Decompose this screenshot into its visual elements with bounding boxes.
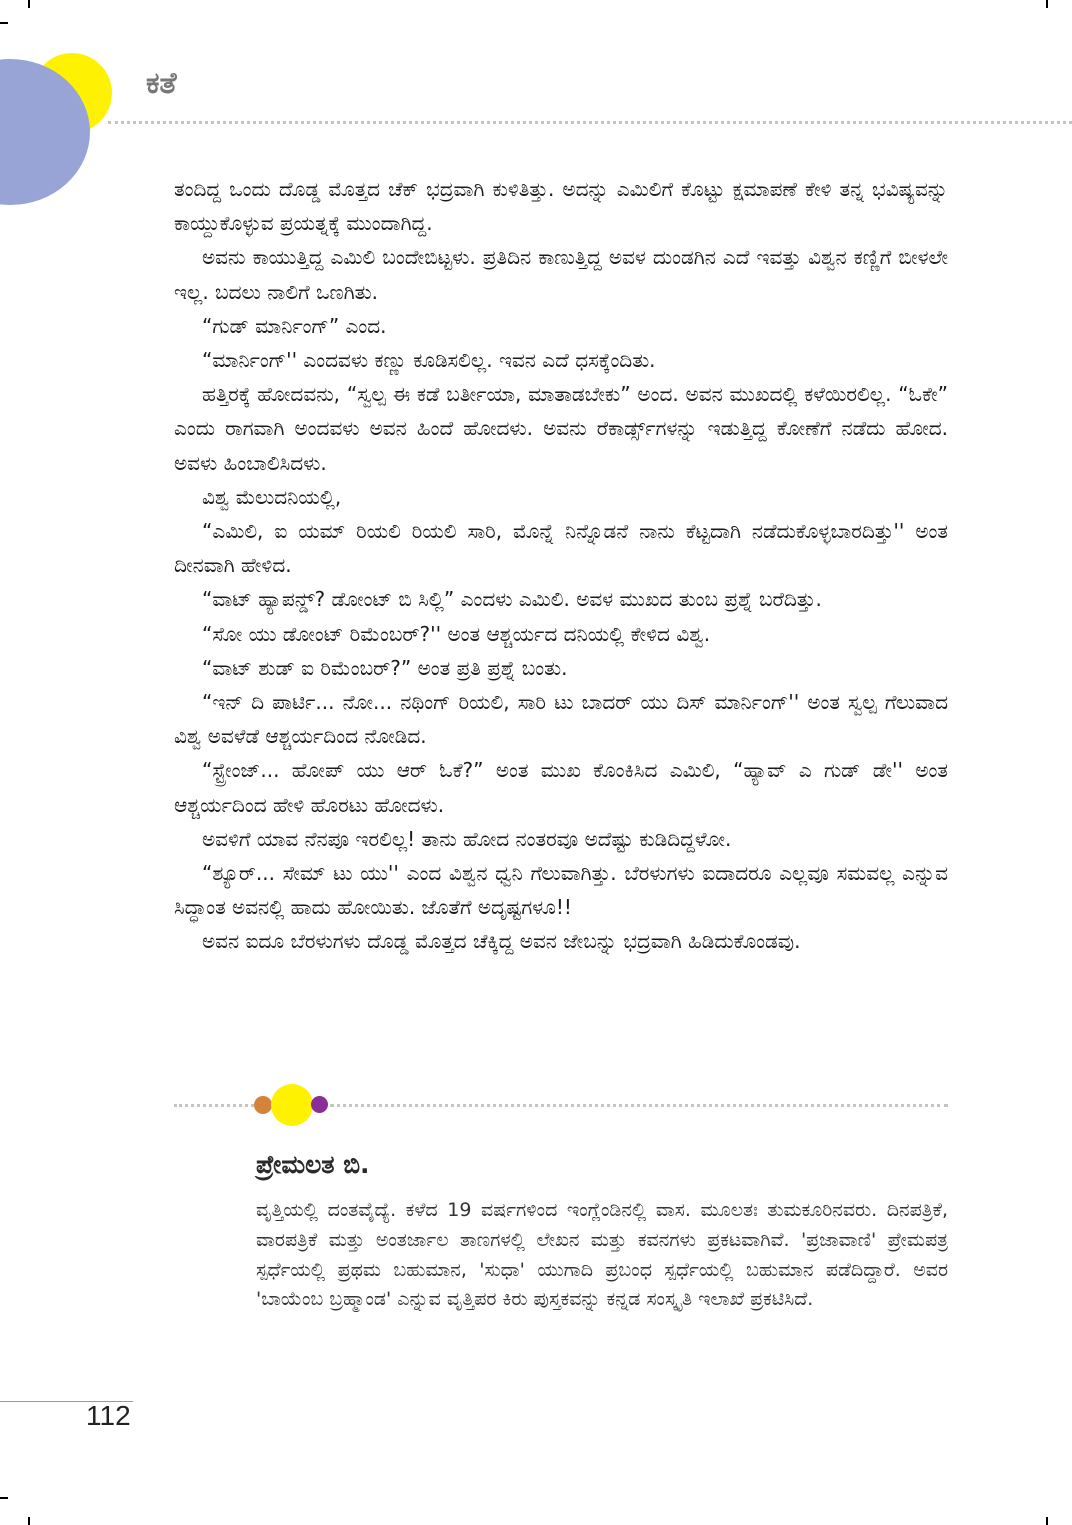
- author-dotted-rule-right: [330, 1104, 948, 1107]
- section-label: ಕತೆ: [146, 66, 177, 101]
- story-paragraph: “ಇನ್ ದಿ ಪಾರ್ಟಿ... ನೋ... ನಥಿಂಗ್ ರಿಯಲಿ, ಸಾರಿ ಟು ಬಾದರ್ ಯು ದಿಸ್ ಮಾರ್ನಿಂಗ್'' ಅಂತ ಸ್ವಲ್ಪ ಗೆಲುವಾದ ವಿಶ್ವ ಅವಳೆಡೆ ಆಶ್ಚರ್ಯದಿಂದ ನೋಡಿದ.: [174, 690, 948, 749]
- story-paragraph: “ಸೋ ಯು ಡೋಂಟ್ ರಿಮೆಂಬರ್?'' ಅಂತ ಆಶ್ಚರ್ಯದ ದನಿಯಲ್ಲಿ ಕೇಳಿದ ವಿಶ್ವ.: [202, 621, 711, 646]
- crop-mark: [1046, 1517, 1048, 1525]
- story-paragraph: ಅವನು ಕಾಯುತ್ತಿದ್ದ ಎಮಿಲಿ ಬಂದೇಬಿಟ್ಟಳು. ಪ್ರತಿದಿನ ಕಾಣುತ್ತಿದ್ದ ಅವಳ ದುಂಡಗಿನ ಎದೆ ಇವತ್ತು ವಿಶ್ವನ ಕಣ್ಣಿಗೆ ಬೀಳಲೇ ಇಲ್ಲ. ಬದಲು ನಾಲಿಗೆ ಒಣಗಿತು.: [174, 245, 948, 304]
- story-body: [174, 172, 948, 959]
- story-paragraph: “ಗುಡ್ ಮಾರ್ನಿಂಗ್” ಎಂದ.: [202, 313, 387, 338]
- story-paragraph: “ವಾಟ್ ಶುಡ್ ಐ ರಿಮೆಂಬರ್?” ಅಂತ ಪ್ರತಿ ಪ್ರಶ್ನೆ ಬಂತು.: [202, 655, 568, 680]
- header-dotted-rule: [108, 121, 1072, 124]
- story-paragraph: ವಿಶ್ವ ಮೆಲುದನಿಯಲ್ಲಿ,: [202, 484, 342, 509]
- story-paragraph: “ವಾಟ್ ಹ್ಯಾಪನ್ಡ್? ಡೋಂಟ್ ಬಿ ಸಿಲ್ಲಿ” ಎಂದಳು ಎಮಿಲಿ. ಅವಳ ಮುಖದ ತುಂಬ ಪ್ರಶ್ನೆ ಬರೆದಿತ್ತು.: [202, 587, 822, 612]
- crop-mark: [0, 22, 8, 24]
- crop-mark: [0, 1497, 8, 1499]
- page-number: 112: [86, 1400, 131, 1431]
- story-paragraph: ತಂದಿದ್ದ ಒಂದು ದೊಡ್ಡ ಮೊತ್ತದ ಚೆಕ್ ಭದ್ರವಾಗಿ ಕುಳಿತಿತ್ತು. ಅದನ್ನು ಎಮಿಲಿಗೆ ಕೊಟ್ಟು ಕ್ಷಮಾಪಣೆ ಕೇಳಿ ತನ್ನ ಭವಿಷ್ಯವನ್ನು ಕಾಯ್ದುಕೊಳ್ಳುವ ಪ್ರಯತ್ನಕ್ಕೆ ಮುಂದಾಗಿದ್ದ.: [174, 177, 948, 236]
- story-paragraph: ಅವಳಿಗೆ ಯಾವ ನೆನಪೂ ಇರಲಿಲ್ಲ! ತಾನು ಹೋದ ನಂತರವೂ ಅದೆಷ್ಟು ಕುಡಿದಿದ್ದಳೋ.: [202, 826, 732, 851]
- story-paragraph: “ಮಾರ್ನಿಂಗ್'' ಎಂದವಳು ಕಣ್ಣು ಕೂಡಿಸಲಿಲ್ಲ. ಇವನ ಎದೆ ಧಸಕ್ಕೆಂದಿತು.: [202, 348, 656, 373]
- divider-purple-dot: [311, 1096, 328, 1113]
- author-dotted-rule-left: [174, 1104, 254, 1107]
- crop-mark: [1046, 0, 1048, 8]
- crop-mark: [28, 1517, 30, 1525]
- story-paragraph: ಹತ್ತಿರಕ್ಕೆ ಹೋದವನು, “ಸ್ವಲ್ಪ ಈ ಕಡೆ ಬರ್ತೀಯಾ, ಮಾತಾಡಬೇಕು” ಅಂದ. ಅವನ ಮುಖದಲ್ಲಿ ಕಳೆಯಿರಲಿಲ್ಲ. “ಓಕೇ” ಎಂದು ರಾಗವಾಗಿ ಅಂದವಳು ಅವನ ಹಿಂದೆ ಹೋದಳು. ಅವನು ರೆಕಾರ್ಡ್ಸ್‌ಗಳನ್ನು ಇಡುತ್ತಿದ್ದ ಕೋಣೆಗೆ ನಡೆದು ಹೋದ. ಅವಳು ಹಿಂಬಾಲಿಸಿದಳು.: [174, 382, 948, 475]
- author-bio: ವೃತ್ತಿಯಲ್ಲಿ ದಂತವೈದ್ಯೆ. ಕಳೆದ 19 ವರ್ಷಗಳಿಂದ ಇಂಗ್ಲೆಂಡಿನಲ್ಲಿ ವಾಸ. ಮೂಲತಃ ತುಮಕೂರಿನವರು. ದಿನಪತ್ರಿಕೆ, ವಾರಪತ್ರಿಕೆ ಮತ್ತು ಅಂತರ್ಜಾಲ ತಾಣಗಳಲ್ಲಿ ಲೇಖನ ಮತ್ತು ಕವನಗಳು ಪ್ರಕಟವಾಗಿವೆ. 'ಪ್ರಜಾವಾಣಿ' ಪ್ರೇಮಪತ್ರ ಸ್ಪರ್ಧೆಯಲ್ಲಿ ಪ್ರಥಮ ಬಹುಮಾನ, 'ಸುಧಾ' ಯುಗಾದಿ ಪ್ರಬಂಧ ಸ್ಪರ್ಧೆಯಲ್ಲಿ ಬಹುಮಾನ ಪಡೆದಿದ್ದಾರೆ. ಅವರ 'ಬಾಯೆಂಬ ಬ್ರಹ್ಮಾಂಡ' ಎನ್ನುವ ವೃತ್ತಿಪರ ಕಿರು ಪುಸ್ತಕವನ್ನು ಕನ್ನಡ ಸಂಸ್ಕೃತಿ ಇಲಾಖೆ ಪ್ರಕಟಿಸಿದೆ.: [256, 1199, 948, 1311]
- story-paragraph: ಅವನ ಐದೂ ಬೆರಳುಗಳು ದೊಡ್ಡ ಮೊತ್ತದ ಚೆಕ್ಕಿದ್ದ ಅವನ ಜೇಬನ್ನು ಭದ್ರವಾಗಿ ಹಿಡಿದುಕೊಂಡವು.: [202, 929, 801, 954]
- divider-yellow-dot: [271, 1084, 313, 1126]
- divider-orange-dot: [254, 1096, 272, 1114]
- story-paragraph: “ಸ್ಟ್ರೇಂಜ್... ಹೋಪ್ ಯು ಆರ್ ಓಕೆ?” ಅಂತ ಮುಖ ಕೊಂಕಿಸಿದ ಎಮಿಲಿ, “ಹ್ಯಾವ್ ಎ ಗುಡ್ ಡೇ'' ಅಂತ ಆಶ್ಚರ್ಯದಿಂದ ಹೇಳಿ ಹೊರಟು ಹೋದಳು.: [174, 758, 948, 817]
- author-name: ಪ್ರೇಮಲತ ಬಿ.: [256, 1150, 370, 1179]
- story-paragraph: “ಶ್ಯೂರ್... ಸೇಮ್ ಟು ಯು'' ಎಂದ ವಿಶ್ವನ ಧ್ವನಿ ಗೆಲುವಾಗಿತ್ತು. ಬೆರಳುಗಳು ಐದಾದರೂ ಎಲ್ಲವೂ ಸಮವಲ್ಲ ಎನ್ನುವ ಸಿದ್ಧಾಂತ ಅವನಲ್ಲಿ ಹಾದು ಹೋಯಿತು. ಜೊತೆಗೆ ಅದೃಷ್ಟಗಳೂ!!: [174, 861, 948, 920]
- story-paragraph: “ಎಮಿಲಿ, ಐ ಯಮ್ ರಿಯಲಿ ರಿಯಲಿ ಸಾರಿ, ಮೊನ್ನೆ ನಿನ್ನೊಡನೆ ನಾನು ಕೆಟ್ಟದಾಗಿ ನಡೆದುಕೊಳ್ಳಬಾರದಿತ್ತು'' ಅಂತ ದೀನವಾಗಿ ಹೇಳಿದ.: [174, 519, 948, 578]
- crop-mark: [28, 0, 30, 8]
